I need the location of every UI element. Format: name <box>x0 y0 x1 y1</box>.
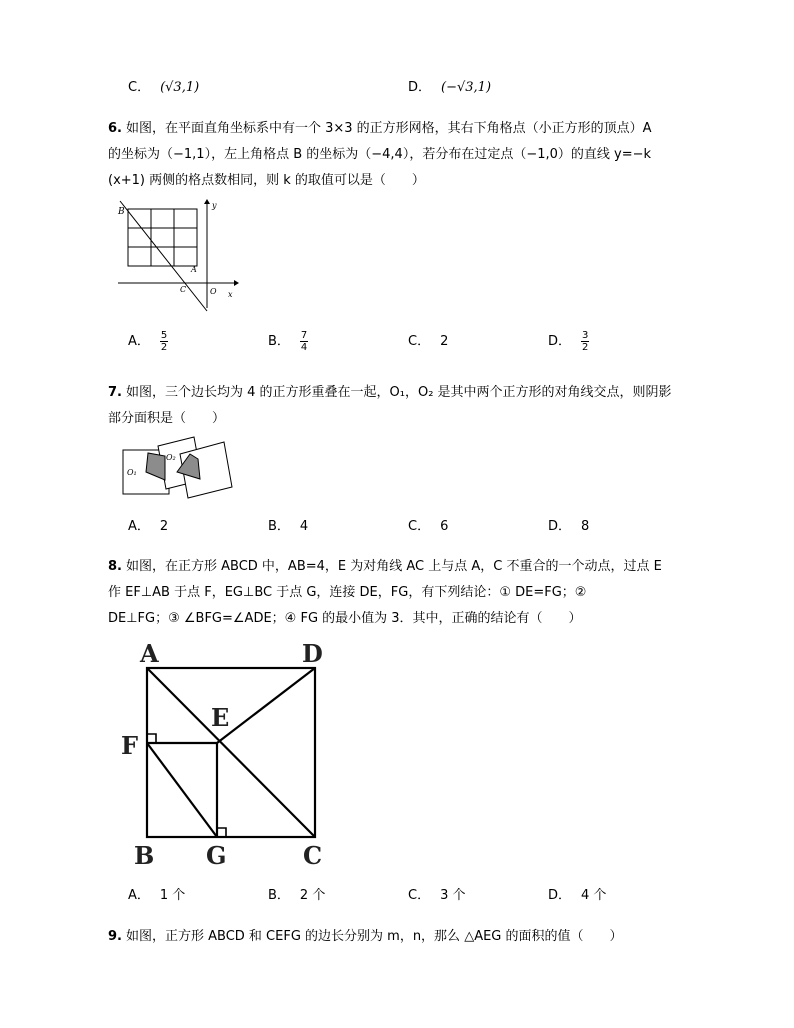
label-c: C <box>180 285 187 294</box>
q7-stem: 7. 如图，三个边长均为 4 的正方形重叠在一起，O₁，O₂ 是其中两个正方形的对角线交点，则阴影 部分面积是（ ） <box>108 385 672 426</box>
label-o1: O₁ <box>127 468 137 477</box>
q8-option-d[interactable]: D． 4 个 <box>548 888 607 903</box>
q8-stem: 8. 如图，在正方形 ABCD 中，AB=4，E 为对角线 AC 上与点 A，C 不重合的一个动点，过点 E 作 EF⊥AB 于点 F，EG⊥BC 于点 G，连接 DE，FG，有下列结论：① DE=FG；② DE⊥FG；③ ∠BFG=∠ADE；④ FG 的最小值为 3．其中，正确的结论有（ ） <box>108 559 662 626</box>
y-axis-arrow-icon <box>204 199 210 204</box>
label-b: B <box>118 207 125 217</box>
q8-option-a[interactable]: A． 1 个 <box>128 888 186 903</box>
q7-option-c[interactable]: C． 6 <box>408 519 449 534</box>
q6-option-a[interactable]: A． $\frac{5}{2}$ <box>128 330 168 353</box>
label-o2: O₂ <box>166 453 176 462</box>
q7-option-d[interactable]: D． 8 <box>548 519 590 534</box>
right-angle-f-icon <box>147 734 156 743</box>
q5-option-d[interactable]: D． (−√3,1) <box>408 80 492 95</box>
q8-option-c[interactable]: C． 3 个 <box>408 888 466 903</box>
q8-figure <box>116 638 346 870</box>
label-y: y <box>212 201 217 210</box>
q9-stem: 9. 如图，正方形 ABCD 和 CEFG 的边长分别为 m，n，那么 △AEG 的面积的值（ ） <box>108 929 623 944</box>
q5-option-c[interactable]: C． (√3,1) <box>128 80 200 95</box>
grid-border <box>128 209 197 266</box>
label-e: E <box>211 703 230 732</box>
label-b: B <box>134 841 155 870</box>
label-a: A <box>140 639 159 668</box>
q6-option-c[interactable]: C． 2 <box>408 334 449 349</box>
label-d: D <box>302 639 323 668</box>
segment-de <box>217 668 315 743</box>
label-o: O <box>210 287 217 296</box>
line-k <box>120 201 207 311</box>
label-x: x <box>228 290 233 299</box>
label-f: F <box>121 731 139 760</box>
q7-figure <box>118 432 238 504</box>
shaded-region-1 <box>146 453 165 480</box>
x-axis-arrow-icon <box>234 280 239 286</box>
label-c: C <box>303 841 323 870</box>
q6-stem: 6. 如图，在平面直角坐标系中有一个 3×3 的正方形网格，其右下角格点（小正方形的顶点）A 的坐标为（−1,1），左上角格点 B 的坐标为（−4,4），若分布在过定点（−1,0）的直线 y=−k (x+1) 两侧的格点数相同，则 k 的取值可以是（ ） <box>108 121 652 188</box>
q6-option-b[interactable]: B． $\frac{7}{4}$ <box>268 330 308 353</box>
label-g: G <box>206 841 227 870</box>
q7-option-b[interactable]: B． 4 <box>268 519 309 534</box>
q8-option-b[interactable]: B． 2 个 <box>268 888 326 903</box>
q6-figure <box>112 196 242 316</box>
label-a: A <box>191 265 197 274</box>
q7-option-a[interactable]: A． 2 <box>128 519 169 534</box>
segment-fg <box>147 743 217 837</box>
diagonal-ac <box>147 668 315 837</box>
right-angle-g-icon <box>217 828 226 837</box>
q6-option-d[interactable]: D． $\frac{3}{2}$ <box>548 330 589 353</box>
